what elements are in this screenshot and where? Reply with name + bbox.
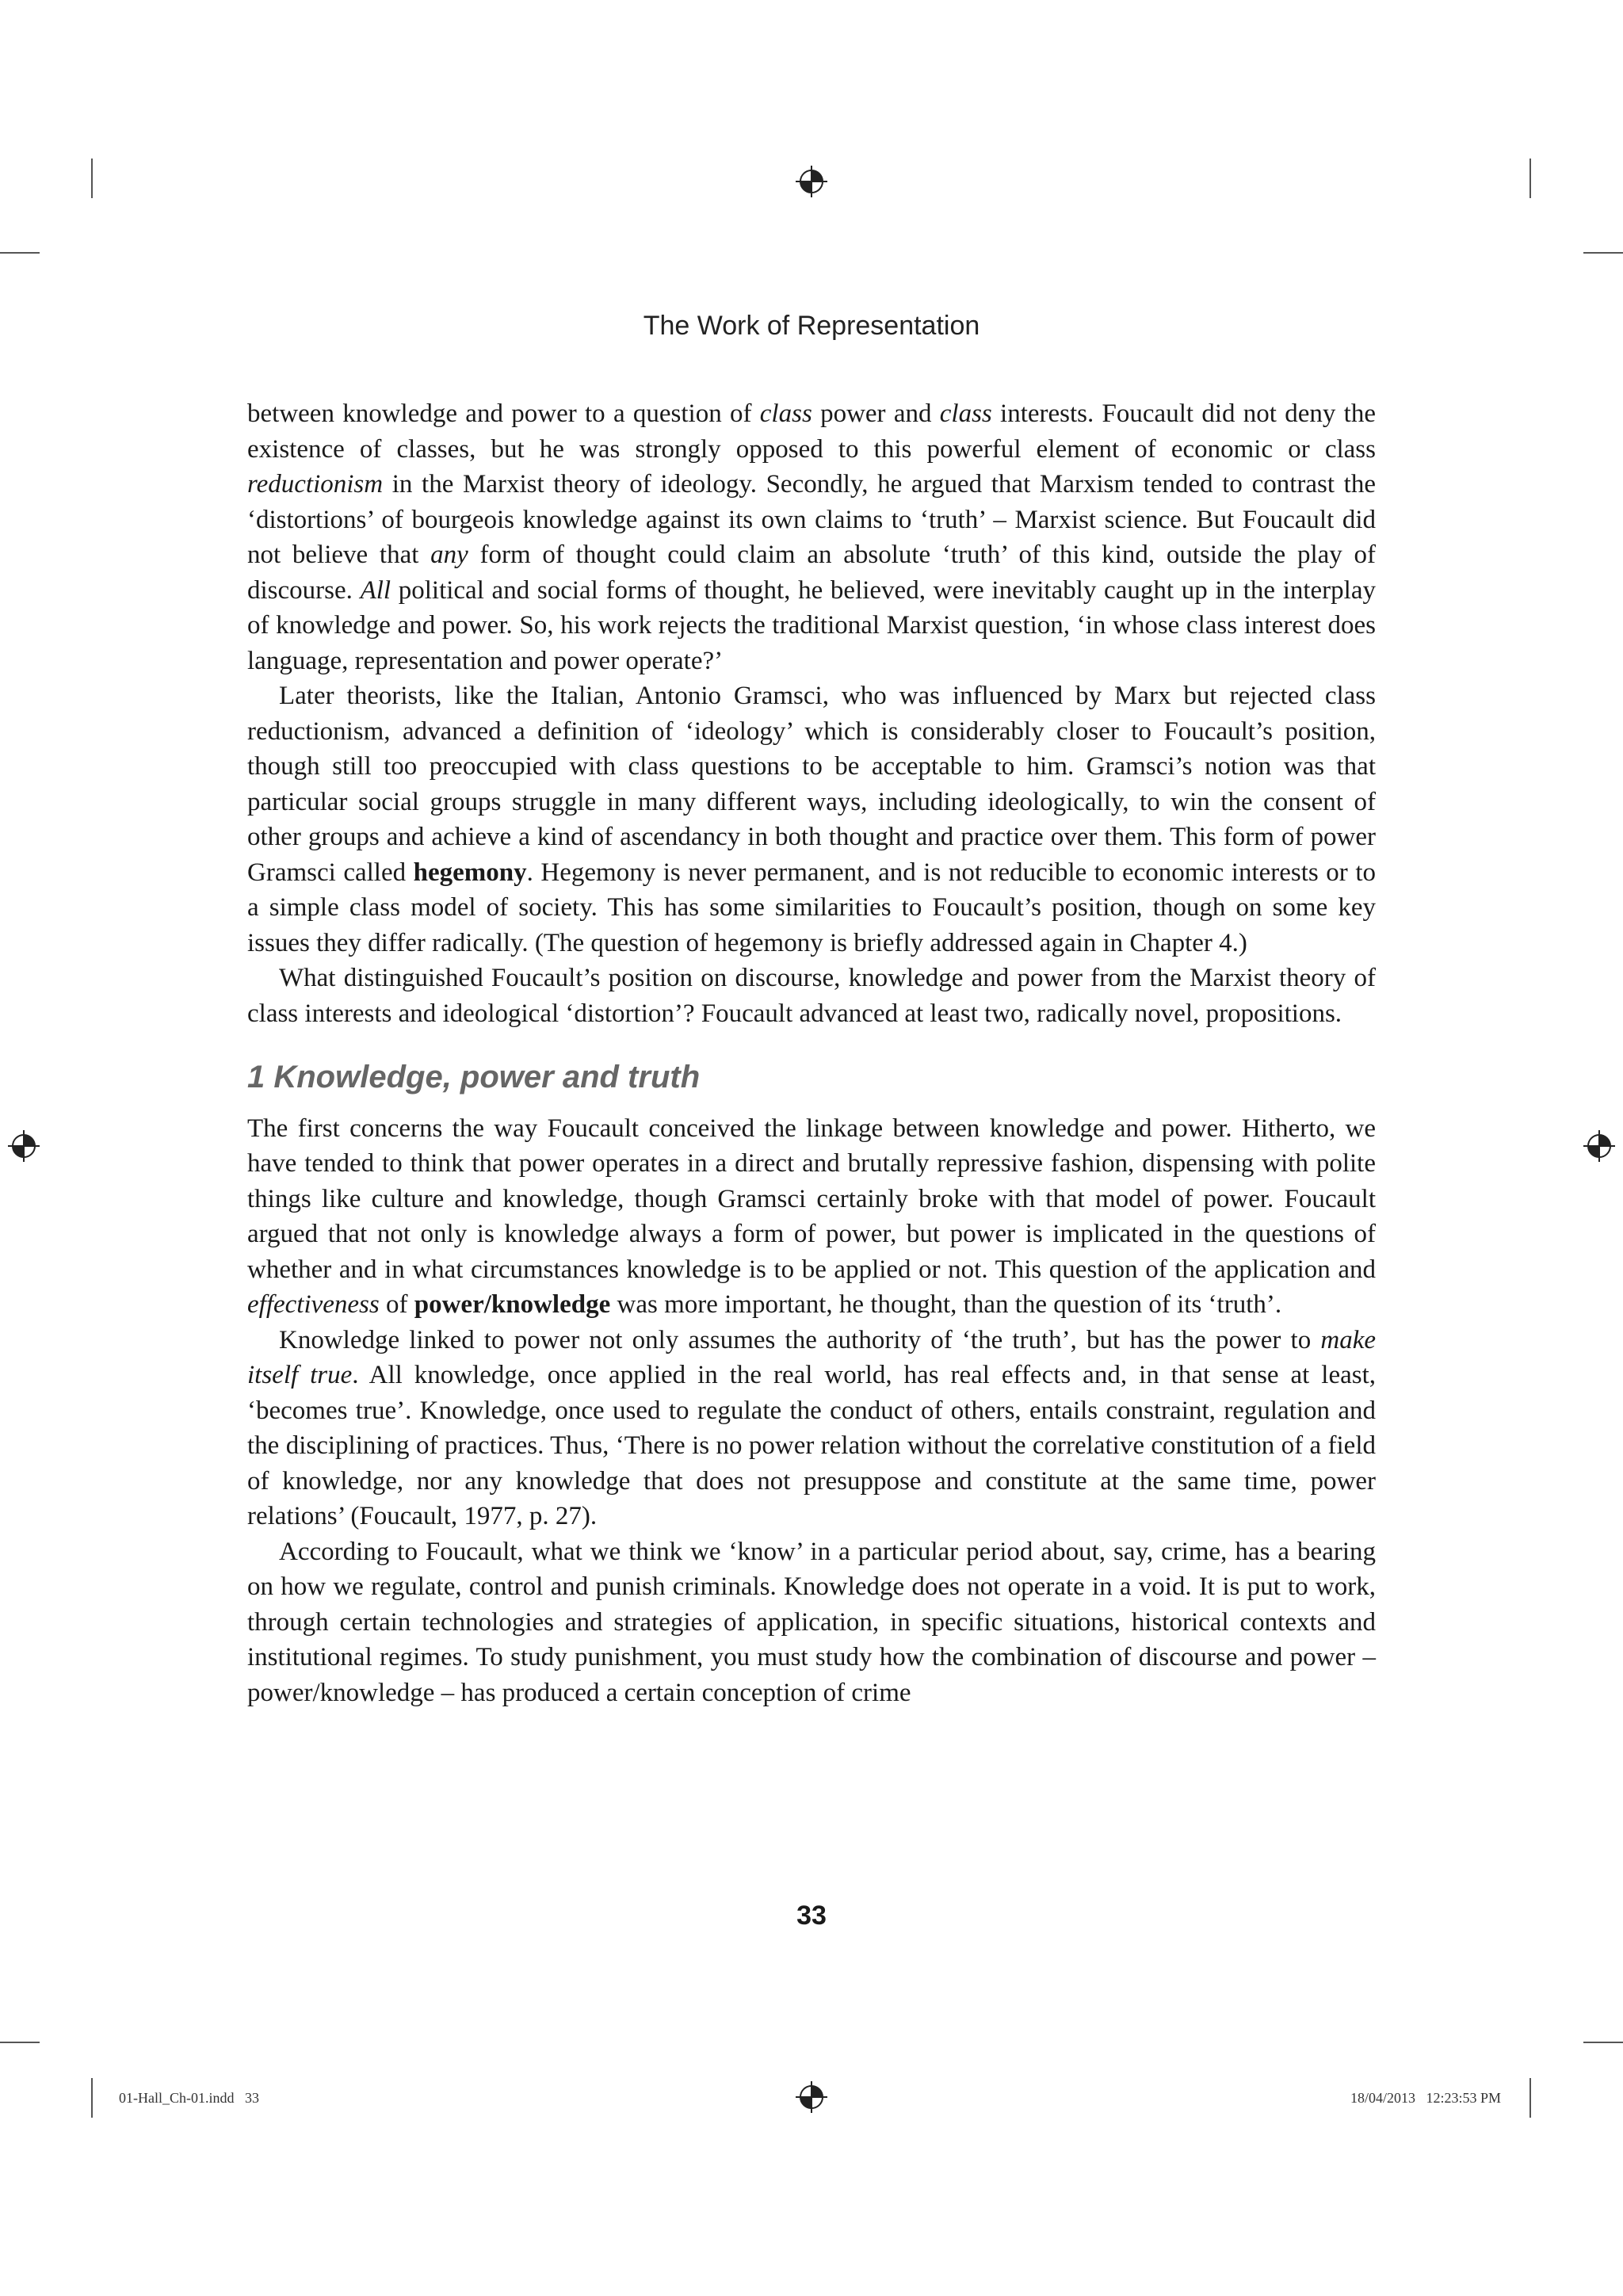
italic-text: class (759, 399, 812, 428)
paragraph (247, 396, 1376, 678)
bold-term: power/knowledge (414, 1290, 611, 1319)
registration-mark-icon (794, 2080, 829, 2115)
text-run: The first concerns the way Foucault conceived the linkage between knowledge and power. Hitherto, we have tended to think that power operates in a direct and brutally repressive fashion, dispensing with polite things like culture and knowledge, though Gramsci certainly broke with that model of power. Foucault argued that not only is knowledge always a form of power, but power is implicated in the questions of whether and in what circumstances knowledge is to be applied or not. This question of the application and (247, 1114, 1376, 1284)
text-run: in the Marxist theory of ideology. Secondly, he argued that Marxism tended to contrast the ‘distortions’ of bourgeois knowledge against its own claims to ‘truth’ – Marxist science. But Foucault did not believe that (247, 470, 1376, 569)
text-run: According to Foucault, what we think we ‘know’ in a particular period about, say, crime, has a bearing on how we regulate, control and punish criminals. Knowledge does not operate in a void. It is put to work, through certain technologies and strategies of application, in specific situations, historical contexts and institutional regimes. To study punishment, you must study how the combination of discourse and power – power/knowledge – has produced a certain conception of crime (247, 1537, 1376, 1707)
paragraph-group (247, 396, 1376, 1031)
text-run: of (379, 1290, 414, 1319)
slug-filename: 01-Hall_Ch-01.indd 33 (119, 2090, 259, 2106)
crop-mark (1529, 159, 1531, 198)
paragraph-group (247, 1111, 1376, 1711)
bold-term: hegemony (413, 858, 527, 887)
text-run: What distinguished Foucault’s position on discourse, knowledge and power from the Marxist theory of class interests and ideological ‘distortion’? Foucault advanced at least two, radically novel, propositions. (247, 964, 1376, 1028)
italic-text: effectiveness (247, 1290, 380, 1319)
italic-text: make itself true (247, 1325, 1376, 1389)
crop-mark (0, 252, 40, 254)
paragraph (247, 961, 1376, 1031)
paragraph (247, 1111, 1376, 1323)
paragraph (247, 678, 1376, 961)
slug-timestamp: 18/04/2013 12:23:53 PM (1350, 2090, 1501, 2106)
running-head: The Work of Representation (643, 311, 980, 341)
text-run: . Hegemony is never permanent, and is not reducible to economic interests or to a simple class model of society. This has some similarities to Foucault’s position, though on some key issues they differ radically. (The question of hegemony is briefly addressed again in Chapter 4.) (247, 858, 1376, 957)
registration-mark-icon (794, 164, 829, 199)
body-text (247, 396, 1376, 1710)
text-run: was more important, he thought, than the question of its ‘truth’. (610, 1290, 1282, 1319)
paragraph (247, 1323, 1376, 1534)
crop-mark (91, 2078, 93, 2118)
text-run: between knowledge and power to a question of (247, 399, 760, 428)
text-run: interests. Foucault did not deny the existence of classes, but he was strongly opposed to this powerful element of economic or class (247, 399, 1376, 464)
crop-mark (0, 2042, 40, 2043)
registration-mark-icon (1582, 1129, 1617, 1163)
crop-mark (1583, 252, 1623, 254)
crop-mark (1583, 2042, 1623, 2043)
italic-text: reductionism (247, 470, 384, 499)
italic-text: class (939, 399, 992, 428)
page-number: 33 (796, 1901, 827, 1931)
crop-mark (91, 159, 93, 198)
text-run: Knowledge linked to power not only assumes the authority of ‘the truth’, but has the power to (279, 1325, 1321, 1354)
section-heading: 1 Knowledge, power and truth (247, 1060, 701, 1095)
paragraph (247, 1534, 1376, 1711)
text-run: power and (812, 399, 940, 428)
text-run: political and social forms of thought, he believed, were inevitably caught up in the interplay of knowledge and power. So, his work rejects the traditional Marxist question, ‘in whose class interest does language, representation and power operate?’ (247, 575, 1376, 675)
text-run: . All knowledge, once applied in the real world, has real effects and, in that sense at least, ‘becomes true’. Knowledge, once used to regulate the conduct of others, entails constraint, regulation and the disciplining of practices. Thus, ‘There is no power relation without the correlative constitution of a field of knowledge, nor any knowledge that does not presuppose and constitute at the same time, power relations’ (Foucault, 1977, p. 27). (247, 1361, 1376, 1530)
crop-mark (1529, 2078, 1531, 2118)
text-run: form of thought could claim an absolute ‘truth’ of this kind, outside the play of discourse. (247, 541, 1376, 605)
italic-text: any (430, 541, 468, 569)
text-run: Later theorists, like the Italian, Antonio Gramsci, who was influenced by Marx but rejected class reductionism, advanced a definition of ‘ideology’ which is considerably closer to Foucault’s position, though still too preoccupied with class questions to be acceptable to him. Gramsci’s notion was that particular social groups struggle in many different ways, including ideologically, to win the consent of other groups and achieve a kind of ascendancy in both thought and practice over them. This form of power Gramsci called (247, 682, 1376, 887)
italic-text: All (360, 575, 391, 605)
registration-mark-icon (6, 1129, 41, 1163)
